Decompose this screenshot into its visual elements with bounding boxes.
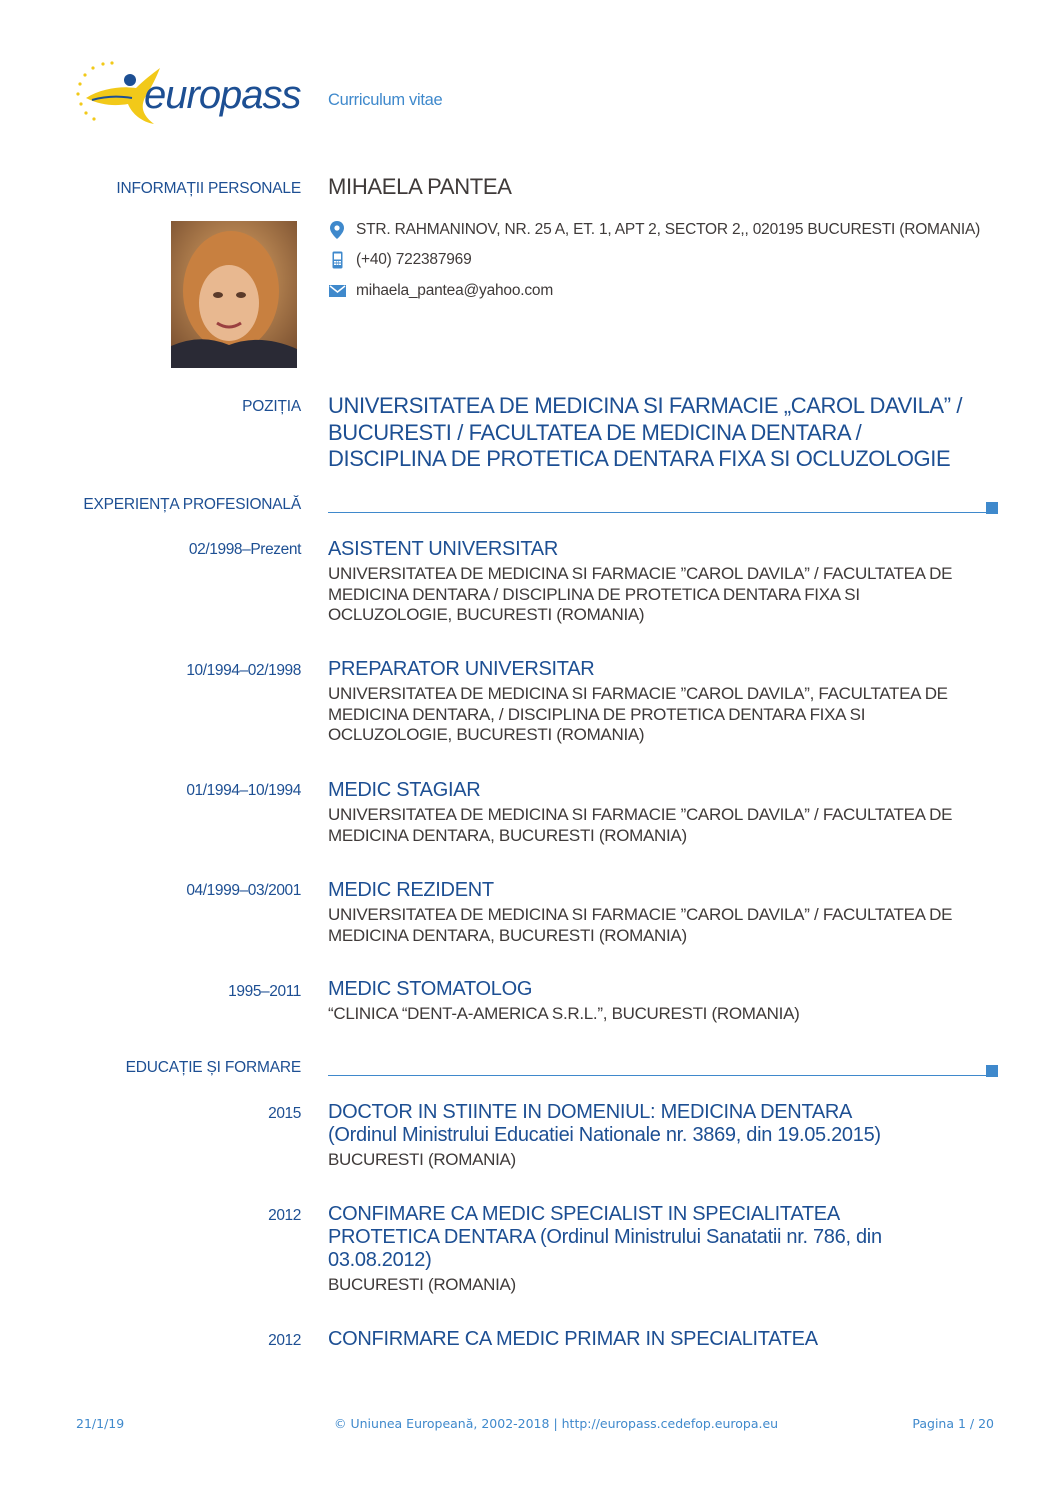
profile-photo bbox=[171, 221, 297, 368]
education-item bbox=[328, 1101, 1008, 1171]
experience-date: 02/1998–Prezent bbox=[188, 541, 301, 558]
full-name: MIHAELA PANTEA bbox=[328, 174, 512, 199]
education-item bbox=[328, 1203, 1008, 1296]
experience-item bbox=[328, 978, 1008, 1025]
institution-place: BUCURESTI (ROMANIA) bbox=[328, 1275, 516, 1294]
employer-line: MEDICINA DENTARA, BUCURESTI (ROMANIA) bbox=[328, 925, 687, 945]
education-date: 2015 bbox=[268, 1105, 301, 1122]
employer-line: UNIVERSITATEA DE MEDICINA SI FARMACIE ”CAROL DAVILA” / FACULTATEA DE bbox=[328, 905, 953, 924]
email-link[interactable]: mihaela_pantea@yahoo.com bbox=[356, 282, 554, 299]
europass-emblem-icon bbox=[72, 58, 307, 130]
qualification-line: 03.08.2012) bbox=[328, 1249, 432, 1271]
experience-date: 10/1994–02/1998 bbox=[186, 662, 301, 679]
employer bbox=[328, 805, 1008, 846]
position-line: BUCURESTI / FACULTATEA DE MEDICINA DENTARA / bbox=[328, 419, 862, 445]
employer-line: MEDICINA DENTARA, BUCURESTI (ROMANIA) bbox=[328, 825, 687, 845]
experience-date: 04/1999–03/2001 bbox=[186, 882, 301, 899]
qualification-line: PROTETICA DENTARA (Ordinul Ministrului Sanatatii nr. 786, din bbox=[328, 1226, 882, 1248]
employer-line: UNIVERSITATEA DE MEDICINA SI FARMACIE ”CAROL DAVILA” / FACULTATEA DE bbox=[328, 805, 953, 824]
institution-place: BUCURESTI (ROMANIA) bbox=[328, 1150, 516, 1169]
employer bbox=[328, 684, 1008, 746]
envelope-icon bbox=[328, 282, 346, 300]
address-row bbox=[328, 221, 980, 239]
experience-date: 1995–2011 bbox=[228, 983, 301, 1000]
section-divider bbox=[328, 512, 986, 513]
employer-line: UNIVERSITATEA DE MEDICINA SI FARMACIE ”CAROL DAVILA” / FACULTATEA DE bbox=[328, 564, 953, 583]
employer bbox=[328, 564, 1008, 626]
employer-line: MEDICINA DENTARA / DISCIPLINA DE PROTETICA DENTARA FIXA SI bbox=[328, 584, 860, 604]
education-date: 2012 bbox=[268, 1332, 301, 1349]
section-marker bbox=[986, 502, 998, 514]
qualification-title bbox=[328, 1328, 1008, 1351]
job-title: PREPARATOR UNIVERSITAR bbox=[328, 658, 595, 680]
employer-line: OCLUZOLOGIE, BUCURESTI (ROMANIA) bbox=[328, 605, 645, 624]
phone-row bbox=[328, 251, 472, 269]
footer-copyright[interactable]: © Uniunea Europeană, 2002-2018 | http://europass.cedefop.europa.eu bbox=[334, 1416, 779, 1431]
qualification-title bbox=[328, 1101, 1008, 1147]
address-text: STR. RAHMANINOV, NR. 25 A, ET. 1, APT 2, SECTOR 2,, 020195 BUCURESTI (ROMANIA) bbox=[356, 221, 981, 238]
logo-text: europass bbox=[144, 73, 301, 117]
employer-line: OCLUZOLOGIE, BUCURESTI (ROMANIA) bbox=[328, 725, 645, 744]
job-title: MEDIC REZIDENT bbox=[328, 879, 494, 901]
job-title: MEDIC STOMATOLOG bbox=[328, 978, 533, 1000]
personal-info-label: INFORMAȚII PERSONALE bbox=[116, 180, 301, 197]
location-pin-icon bbox=[328, 221, 346, 239]
mobile-phone-icon bbox=[328, 251, 346, 269]
employer-line: MEDICINA DENTARA, / DISCIPLINA DE PROTETICA DENTARA FIXA SI bbox=[328, 704, 866, 724]
experience-section-label: EXPERIENȚA PROFESIONALĂ bbox=[83, 496, 301, 513]
experience-item bbox=[328, 879, 1008, 946]
experience-date: 01/1994–10/1994 bbox=[186, 782, 301, 799]
europass-logo bbox=[72, 58, 307, 130]
svg-text:europass bbox=[144, 73, 302, 117]
position-line: UNIVERSITATEA DE MEDICINA SI FARMACIE „CAROL DAVILA” / bbox=[328, 393, 963, 418]
education-section-label: EDUCAȚIE ȘI FORMARE bbox=[125, 1059, 301, 1076]
position-line: DISCIPLINA DE PROTETICA DENTARA FIXA SI OCLUZOLOGIE bbox=[328, 446, 951, 471]
experience-item bbox=[328, 538, 1008, 626]
experience-item bbox=[328, 779, 1008, 846]
section-marker bbox=[986, 1065, 998, 1077]
position-label: POZIȚIA bbox=[242, 398, 301, 415]
footer-date: 21/1/19 bbox=[76, 1416, 125, 1431]
employer-line: “CLINICA “DENT-A-AMERICA S.R.L.”, BUCURESTI (ROMANIA) bbox=[328, 1004, 800, 1023]
qualification-line: CONFIMARE CA MEDIC SPECIALIST IN SPECIALITATEA bbox=[328, 1203, 840, 1225]
qualification-line: (Ordinul Ministrului Educatiei Nationale nr. 3869, din 19.05.2015) bbox=[328, 1124, 881, 1146]
job-title: ASISTENT UNIVERSITAR bbox=[328, 538, 558, 560]
qualification-line: DOCTOR IN STIINTE IN DOMENIUL: MEDICINA DENTARA bbox=[328, 1101, 853, 1123]
employer bbox=[328, 905, 1008, 946]
section-divider bbox=[328, 1075, 986, 1076]
phone-text: (+40) 722387969 bbox=[356, 251, 472, 268]
experience-item bbox=[328, 658, 1008, 746]
qualification-line: CONFIRMARE CA MEDIC PRIMAR IN SPECIALITATEA bbox=[328, 1328, 818, 1350]
employer bbox=[328, 1004, 1008, 1025]
position-text bbox=[328, 393, 1008, 473]
education-date: 2012 bbox=[268, 1207, 301, 1224]
qualification-title bbox=[328, 1203, 1008, 1272]
email-row bbox=[328, 282, 553, 300]
document-title: Curriculum vitae bbox=[328, 91, 443, 109]
education-item bbox=[328, 1328, 1008, 1351]
job-title: MEDIC STAGIAR bbox=[328, 779, 481, 801]
employer-line: UNIVERSITATEA DE MEDICINA SI FARMACIE ”CAROL DAVILA”, FACULTATEA DE bbox=[328, 684, 948, 703]
page-number: Pagina 1 / 20 bbox=[912, 1416, 994, 1431]
